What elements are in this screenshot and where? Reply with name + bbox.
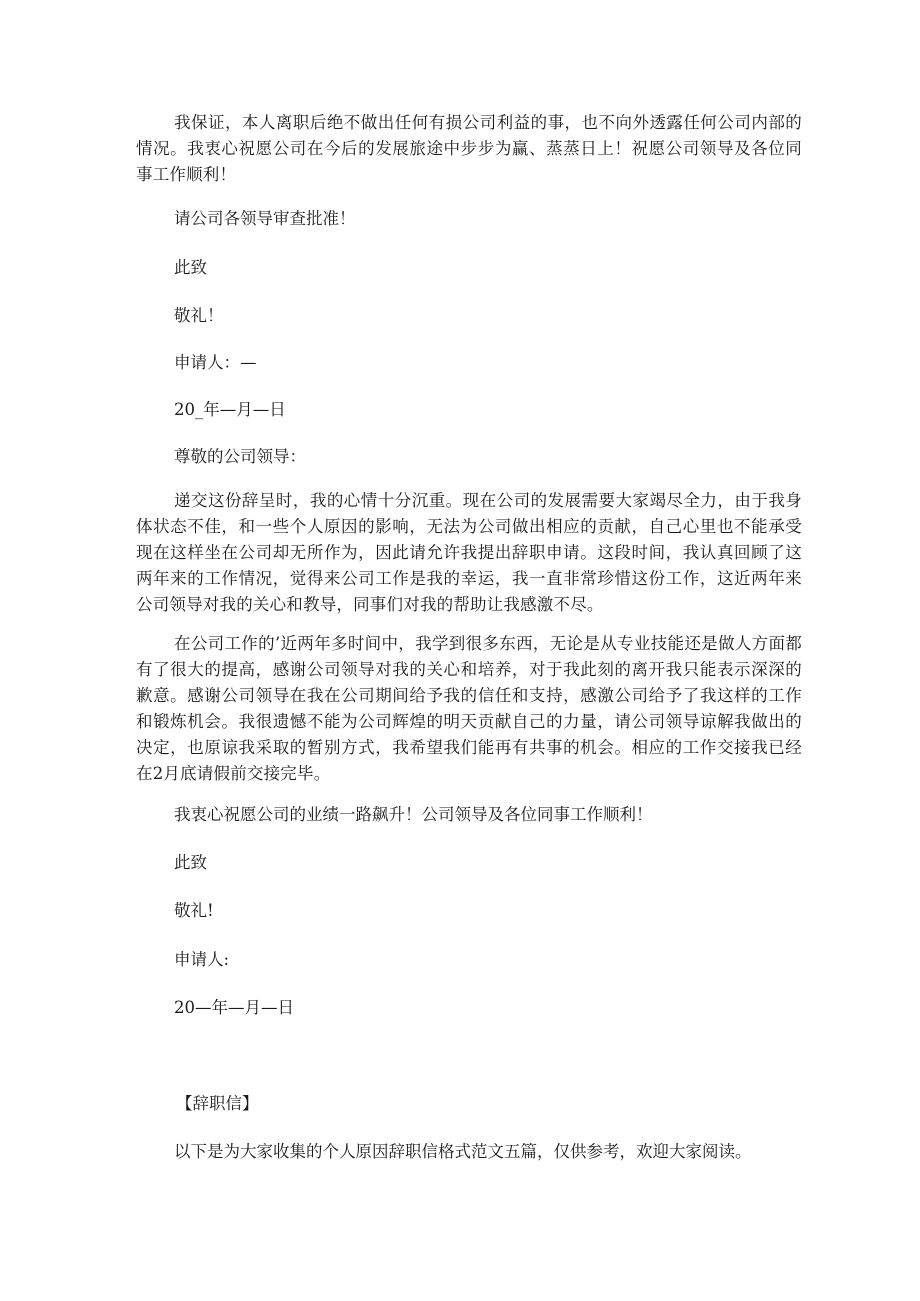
date-1: 20_年—月—日 [174,400,286,419]
request-approval: 请公司各领导审查批准！ [174,209,356,228]
closing-jingli-2: 敬礼! [174,901,214,920]
applicant-2: 申请人: [174,950,230,969]
date-2: 20—年—月—日 [174,998,294,1017]
salutation: 尊敬的公司领导： [174,447,306,466]
wish-line: 我衷心祝愿公司的业绩一路飙升！公司领导及各位同事工作顺利！ [174,805,653,824]
closing-cizhi-1: 此致 [174,258,207,277]
paragraph-guarantee: 我保证，本人离职后绝不做出任何有损公司利益的事，也不向外透露任何公司内部的情况。我衷心祝愿公司在今后的发展旅途中步步为赢、蒸蒸日上！祝愿公司领导及各位同事工作顺利！ [136,113,802,184]
paragraph-resign: 递交这份辞呈时，我的心情十分沉重。现在公司的发展需要大家竭尽全力，由于我身体状态不佳，和一些个人原因的影响，无法为公司做出相应的贡献，自己心里也不能承受现在这样坐在公司却无所作为，因此请允许我提出辞职申请。这段时间，我认真回顾了这两年来的工作情况，觉得来公司工作是我的幸运，我一直非常珍惜这份工作，这近两年来公司领导对我的关心和教导，同事们对我的帮助让我感激不尽。 [136,491,802,614]
closing-cizhi-2: 此致 [174,853,207,872]
paragraph-thanks: 在公司工作的’近两年多时间中，我学到很多东西，无论是从专业技能还是做人方面都有了很大的提高，感谢公司领导对我的关心和培养，对于我此刻的离开我只能表示深深的歉意。感谢公司领导在我在公司期间给予我的信任和支持，感激公司给予了我这样的工作和锻炼机会。我很遗憾不能为公司辉煌的明天贡献自己的力量，请公司领导谅解我做出的决定，也原谅我采取的暂别方式，我希望我们能再有共事的机会。相应的工作交接我已经在2月底请假前交接完毕。 [136,634,802,783]
applicant-1: 申请人：— [174,353,257,372]
intro-line: 以下是为大家收集的个人原因辞职信格式范文五篇，仅供参考，欢迎大家阅读。 [174,1142,752,1161]
closing-jingli-1: 敬礼！ [174,306,224,325]
section-title: 【辞职信】 [176,1094,259,1113]
